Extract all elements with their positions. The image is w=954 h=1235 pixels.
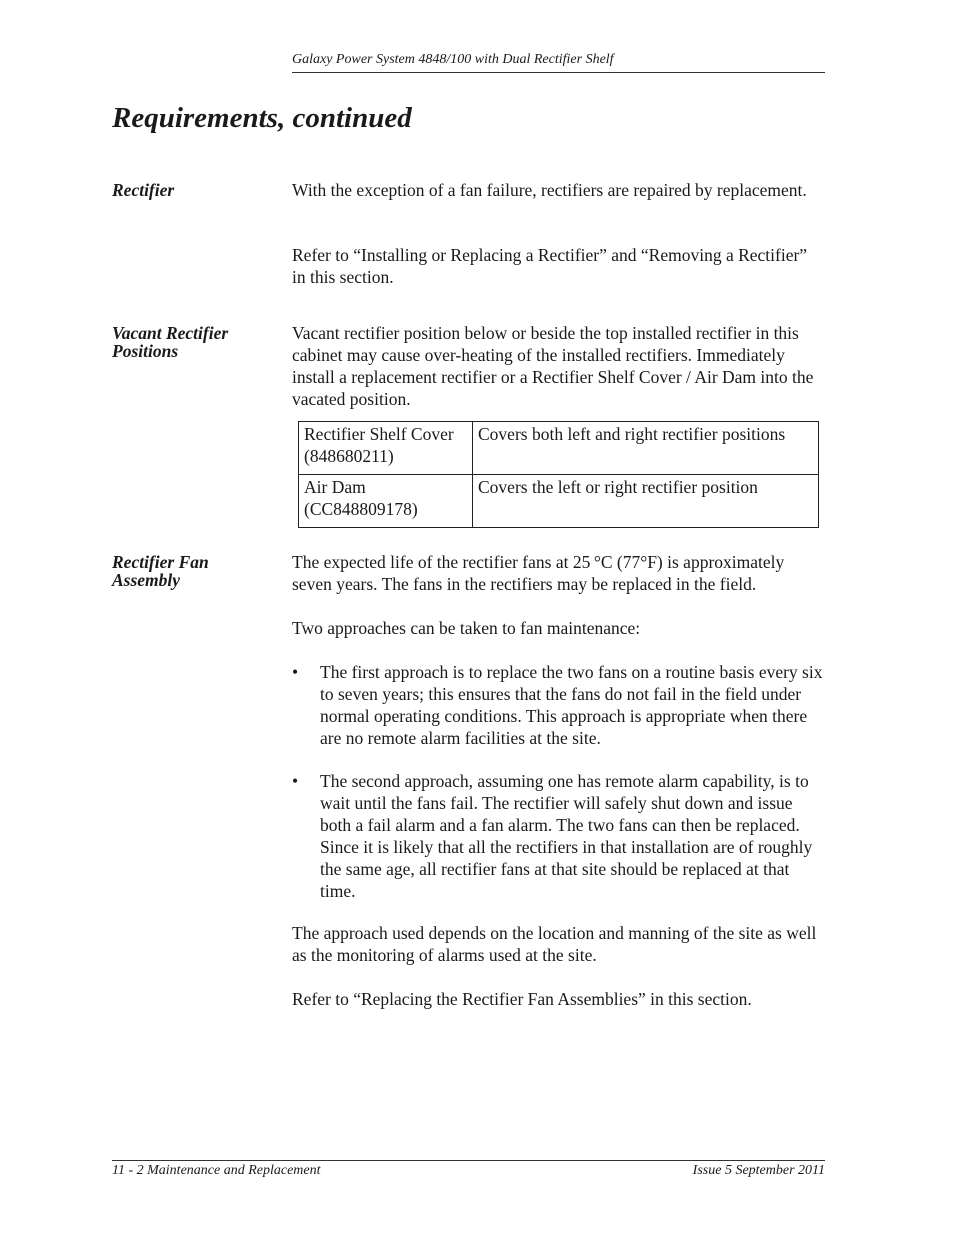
table-row xyxy=(299,475,819,528)
rectifier-heading: Rectifier xyxy=(112,180,175,200)
rectifier-paragraph-1: With the exception of a fan failure, rectifiers are repaired by replacement. xyxy=(292,180,807,200)
bullet-icon: • xyxy=(292,771,299,791)
footer-rule xyxy=(112,1160,825,1161)
cover-options-table xyxy=(298,421,819,528)
header-rule xyxy=(292,72,825,73)
vacant-paragraph: Vacant rectifier position below or beside the top installed rectifier in this cabinet may cause over-heating of the installed rectifiers. Immediately install a replacement rectifier or a Rectifier Shelf Cover / Air Dam into the vacated position. xyxy=(292,323,814,409)
fan-heading-line-1: Rectifier Fan xyxy=(112,552,209,572)
table-cell-item: Air Dam (CC848809178) xyxy=(299,475,473,528)
footer-issue-date: Issue 5 September 2011 xyxy=(692,1163,825,1178)
bullet-text: The first approach is to replace the two fans on a routine basis every six to seven years; this ensures that the fans do not fail in the field under normal operating conditions. This approach is appropriate when there are no remote alarm facilities at the site. xyxy=(320,662,823,748)
bullet-text: The second approach, assuming one has remote alarm capability, is to wait until the fans fail. The rectifier will safely shut down and issue both a fail alarm and a fan alarm. The two fans can then be replaced. Since it is likely that all the rectifiers in that installation are of roughly the same age, all rectifier fans at that site should be replaced at that time. xyxy=(320,771,813,901)
footer-page-section: 11 - 2 Maintenance and Replacement xyxy=(112,1163,321,1178)
table-cell-description: Covers the left or right rectifier position xyxy=(473,475,819,528)
vacant-heading-line-2: Positions xyxy=(112,341,179,361)
running-header: Galaxy Power System 4848/100 with Dual Rectifier Shelf xyxy=(292,52,614,67)
fan-paragraph-2: Two approaches can be taken to fan maintenance: xyxy=(292,618,641,638)
table-row xyxy=(299,422,819,475)
list-item xyxy=(292,661,825,749)
fan-paragraph-1: The expected life of the rectifier fans at 25 °C (77°F) is approximately seven years. The fans in the rectifiers may be replaced in the field. xyxy=(292,552,785,594)
page-title: Requirements, continued xyxy=(112,102,412,134)
fan-heading-line-2: Assembly xyxy=(112,570,181,590)
vacant-positions-heading xyxy=(112,324,277,360)
table-cell-description: Covers both left and right rectifier positions xyxy=(473,422,819,475)
rectifier-paragraph-2: Refer to “Installing or Replacing a Rectifier” and “Removing a Rectifier” in this section. xyxy=(292,245,808,287)
fan-paragraph-3: The approach used depends on the location and manning of the site as well as the monitoring of alarms used at the site. xyxy=(292,923,817,965)
fan-paragraph-4: Refer to “Replacing the Rectifier Fan Assemblies” in this section. xyxy=(292,989,752,1009)
fan-assembly-heading xyxy=(112,553,277,589)
list-item xyxy=(292,770,825,902)
bullet-icon: • xyxy=(292,662,299,682)
table-cell-item: Rectifier Shelf Cover (848680211) xyxy=(299,422,473,475)
vacant-heading-line-1: Vacant Rectifier xyxy=(112,323,229,343)
